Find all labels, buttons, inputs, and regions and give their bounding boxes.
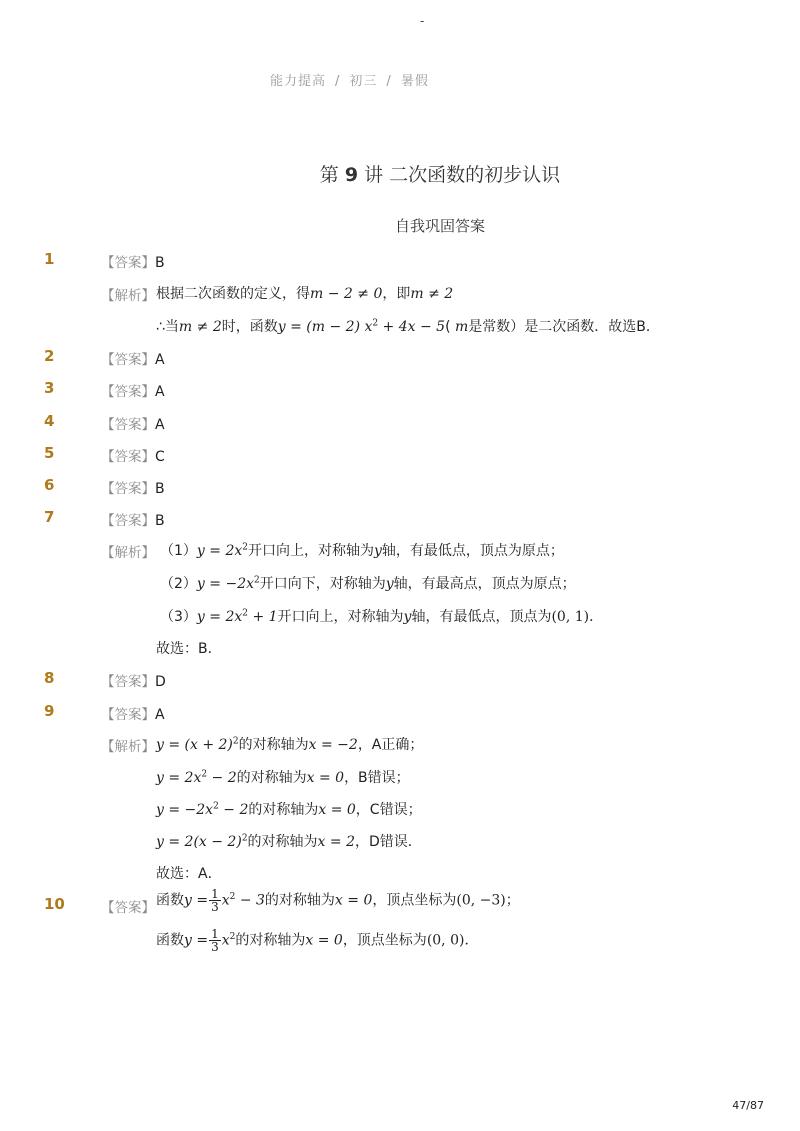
superscript: 2 xyxy=(201,769,208,780)
answer-value: C xyxy=(155,449,165,465)
math: − 3 xyxy=(235,892,265,909)
math: m xyxy=(455,319,469,335)
page-number: 47/87 xyxy=(732,1099,764,1112)
answer-row xyxy=(101,251,165,271)
text: 开口向上，对称轴为 xyxy=(248,543,374,559)
breadcrumb-separator: / xyxy=(335,74,341,89)
answer-label: 【答案】 xyxy=(101,449,155,465)
question-number: 5 xyxy=(44,444,55,462)
superscript: 2 xyxy=(242,608,248,619)
superscript: 2 xyxy=(242,542,248,553)
math: y xyxy=(374,543,382,559)
text: ，B错误； xyxy=(344,770,410,786)
fraction xyxy=(209,928,221,953)
analysis-label-text: 【解析】 xyxy=(101,545,155,561)
question-number: 8 xyxy=(44,669,55,687)
question-number: 2 xyxy=(44,347,55,365)
text: 的对称轴为 xyxy=(248,802,319,818)
text: ，D错误． xyxy=(354,834,422,850)
text: （2） xyxy=(160,576,197,592)
answer-label: 【答案】 xyxy=(101,513,155,529)
text: （1） xyxy=(160,543,197,559)
question-number: 9 xyxy=(44,702,55,720)
math: m ≠ 2 xyxy=(178,319,222,335)
superscript: 2 xyxy=(229,891,236,902)
analysis-line: 故选：B． xyxy=(156,641,222,657)
answer-label: 【答案】 xyxy=(101,900,155,916)
text: （3） xyxy=(160,609,197,625)
answer-value: A xyxy=(155,707,165,723)
text: ，C错误； xyxy=(355,802,422,818)
section-subtitle: 自我巩固答案 xyxy=(394,217,485,235)
math: (0, 0) xyxy=(426,932,465,949)
question-number: 3 xyxy=(44,379,55,397)
question-number: 1 xyxy=(44,250,55,268)
text: 的对称轴为 xyxy=(264,892,335,909)
math: y xyxy=(403,609,412,625)
text: ，A正确； xyxy=(357,737,424,753)
analysis-line: 故选：A． xyxy=(156,866,222,882)
answer-value: A xyxy=(155,417,165,433)
answer-value: D xyxy=(155,674,166,690)
breadcrumb-separator: / xyxy=(386,74,392,89)
math: y = 2(x − 2) xyxy=(156,834,242,850)
analysis-line xyxy=(160,573,576,593)
answer-row xyxy=(101,509,165,529)
answer-label: 【答案】 xyxy=(101,352,155,368)
superscript: 2 xyxy=(254,575,260,586)
answer-label: 【答案】 xyxy=(101,384,155,400)
superscript: 2 xyxy=(241,833,248,844)
math: (0, 1) xyxy=(551,609,590,625)
text: 轴，有最低点，顶点为 xyxy=(411,609,552,625)
breadcrumb-item: 能力提高 xyxy=(270,74,327,89)
title-text: 讲 二次函数的初步认识 xyxy=(364,164,561,186)
math: (0, −3) xyxy=(456,892,506,909)
answer-row xyxy=(101,670,166,690)
answer-label: 【答案】 xyxy=(101,707,155,723)
question-number: 10 xyxy=(44,895,65,913)
breadcrumb-item: 初三 xyxy=(349,74,378,89)
analysis-line xyxy=(156,767,410,787)
top-mark: - xyxy=(420,14,425,28)
analysis-line xyxy=(156,888,520,913)
numerator: 1 xyxy=(211,927,219,941)
answer-row xyxy=(101,348,165,368)
answer-label: 【答案】 xyxy=(101,255,155,271)
math: y = −2x xyxy=(156,802,214,818)
text: 的对称轴为 xyxy=(235,932,306,949)
math: − 2 xyxy=(207,770,237,786)
math: y = xyxy=(184,932,209,949)
text: 函数 xyxy=(156,932,184,949)
answer-label: 【答案】 xyxy=(101,674,155,690)
math: y = 2x xyxy=(196,543,243,559)
text: 是常数）是二次函数．故选B． xyxy=(468,319,660,335)
answer-row xyxy=(101,413,165,433)
text: 轴，有最高点，顶点为原点； xyxy=(393,576,576,592)
text: ，即 xyxy=(382,286,411,302)
math: m ≠ 2 xyxy=(410,286,454,302)
math: x = 2 xyxy=(317,834,355,850)
math: x = 0 xyxy=(334,892,373,909)
text: ∴当 xyxy=(156,319,179,335)
answer-value: A xyxy=(155,352,165,368)
math: y = xyxy=(184,892,209,909)
answer-row xyxy=(101,380,165,400)
analysis-label xyxy=(101,541,155,561)
text: 轴，有最低点，顶点为原点； xyxy=(381,543,564,559)
answer-row xyxy=(101,896,155,916)
answer-value: A xyxy=(155,384,165,400)
question-number: 6 xyxy=(44,476,55,494)
math: y = (x + 2) xyxy=(156,737,233,753)
math: x = 0 xyxy=(306,770,345,786)
math: x = −2 xyxy=(308,737,358,753)
math: x xyxy=(221,892,230,909)
analysis-line xyxy=(156,283,453,303)
text: 开口向下，对称轴为 xyxy=(259,576,386,592)
analysis-label-text: 【解析】 xyxy=(101,288,155,304)
math: y = (m − 2) x xyxy=(277,319,373,335)
denominator: 3 xyxy=(211,900,219,914)
text: ． xyxy=(589,609,604,625)
question-number: 7 xyxy=(44,508,55,526)
title-prefix: 第 xyxy=(319,164,339,186)
breadcrumb xyxy=(270,70,429,89)
text: ，顶点坐标为 xyxy=(372,892,457,909)
answer-row xyxy=(101,703,165,723)
answer-value: B xyxy=(155,481,165,497)
answer-row xyxy=(101,445,165,465)
answer-value: B xyxy=(155,255,165,271)
text: 的对称轴为 xyxy=(236,770,307,786)
math: y = −2x xyxy=(196,576,254,592)
text: 函数 xyxy=(156,892,184,909)
answer-label: 【答案】 xyxy=(101,481,155,497)
analysis-line xyxy=(156,734,423,754)
superscript: 2 xyxy=(232,736,239,747)
math: y = 2x xyxy=(196,609,243,625)
analysis-line xyxy=(156,316,660,336)
answer-row xyxy=(101,477,165,497)
text: ． xyxy=(464,932,479,949)
math: m − 2 ≠ 0 xyxy=(310,286,383,302)
text: 开口向上，对称轴为 xyxy=(277,609,404,625)
math: x = 0 xyxy=(318,802,356,818)
answer-label: 【答案】 xyxy=(101,417,155,433)
analysis-line xyxy=(156,831,422,851)
superscript: 2 xyxy=(229,931,236,942)
fraction xyxy=(209,888,221,913)
text: ，顶点坐标为 xyxy=(342,932,427,949)
analysis-line xyxy=(156,799,422,819)
math: y = 2x xyxy=(156,770,202,786)
math: x xyxy=(221,932,230,949)
superscript: 2 xyxy=(213,801,219,812)
page-title xyxy=(0,160,800,187)
analysis-line xyxy=(156,928,478,953)
analysis-label-text: 【解析】 xyxy=(101,739,155,755)
text: 的对称轴为 xyxy=(247,834,318,850)
analysis-label xyxy=(101,284,155,304)
title-number: 9 xyxy=(344,164,359,186)
denominator: 3 xyxy=(211,940,219,954)
math: + 4x − 5 xyxy=(378,319,446,335)
numerator: 1 xyxy=(211,887,219,901)
math: − 2 xyxy=(218,802,249,818)
math: x = 0 xyxy=(305,932,343,949)
answer-value: B xyxy=(155,513,165,529)
superscript: 2 xyxy=(372,318,379,329)
text: 时，函数 xyxy=(221,319,278,335)
analysis-line xyxy=(160,540,564,560)
text: ( xyxy=(445,319,456,335)
text: 的对称轴为 xyxy=(238,737,309,753)
text: ； xyxy=(505,892,520,909)
text: 根据二次函数的定义，得 xyxy=(156,286,310,302)
breadcrumb-item: 暑假 xyxy=(400,74,429,89)
math: + 1 xyxy=(248,609,278,625)
math: y xyxy=(385,576,394,592)
analysis-label xyxy=(101,735,155,755)
analysis-line xyxy=(160,606,603,626)
question-number: 4 xyxy=(44,412,55,430)
